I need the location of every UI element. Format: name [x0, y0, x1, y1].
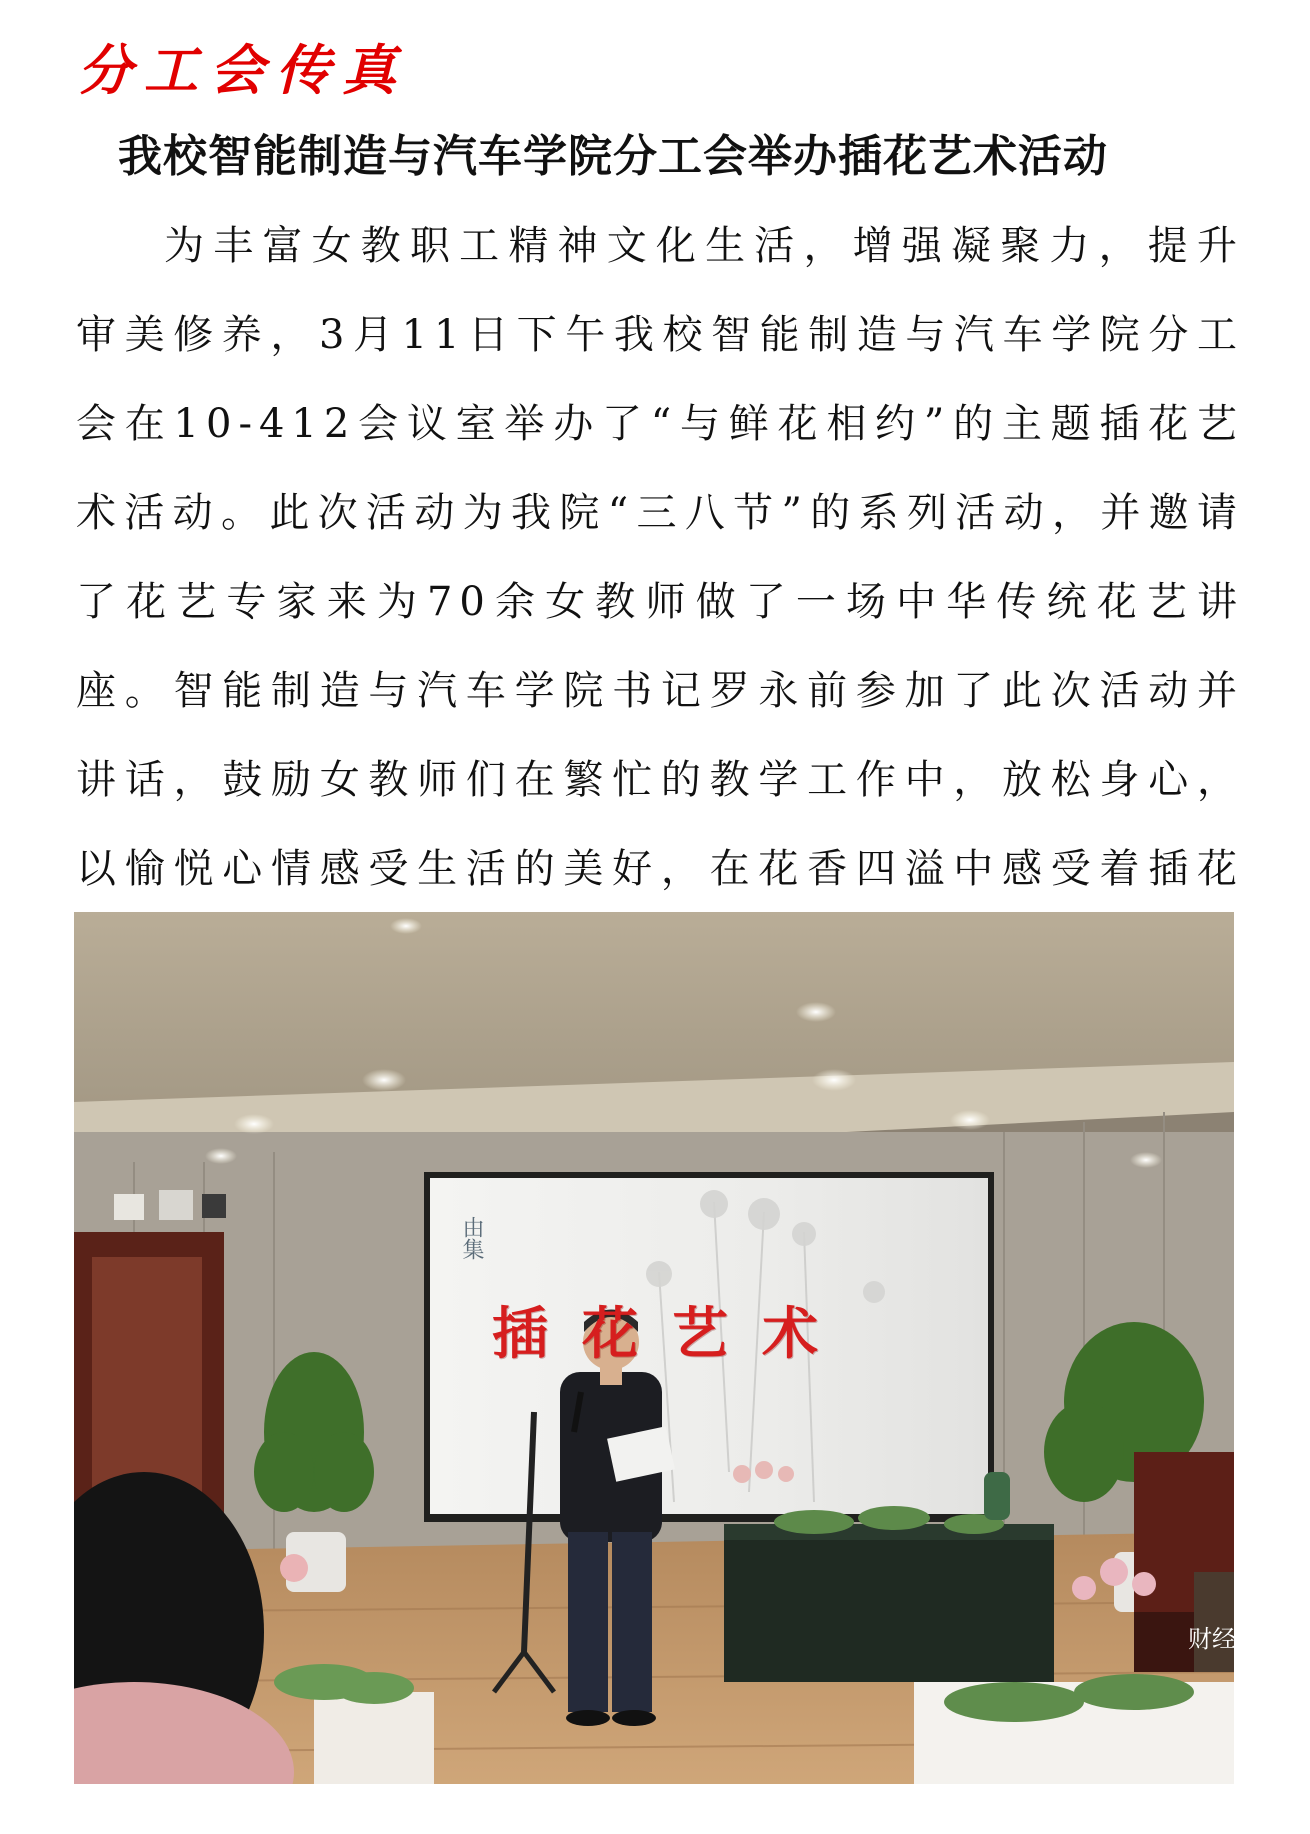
podium-sign-text: 财经 Busin [1188, 1625, 1310, 1653]
section-brand-title: 分工会传真 [78, 38, 408, 102]
screen-title-text: 插花艺术 [492, 1301, 852, 1367]
article-paragraph: 为丰富女教职工精神文化生活，增强凝聚力，提升审美修养，3月11日下午我校智能制造与汽车学院分工会在10-412会议室举办了“与鲜花相约”的主题插花艺术活动。此次活动为我院“三八节”的系列活动，并邀请了花艺专家来为70余女教师做了一场中华传统花艺讲座。智能制造与汽车学院书记罗永前参加了此次活动并讲话，鼓励女教师们在繁忙的教学工作中，放松身心，以愉悦心情感受生活的美好，在花香四溢中感受着插花 [76, 223, 1244, 892]
article-body [76, 202, 1244, 1003]
article-title: 我校智能制造与汽车学院分工会举办插花艺术活动 [118, 131, 1108, 182]
screen-logo-text: 由集 [459, 1216, 484, 1260]
